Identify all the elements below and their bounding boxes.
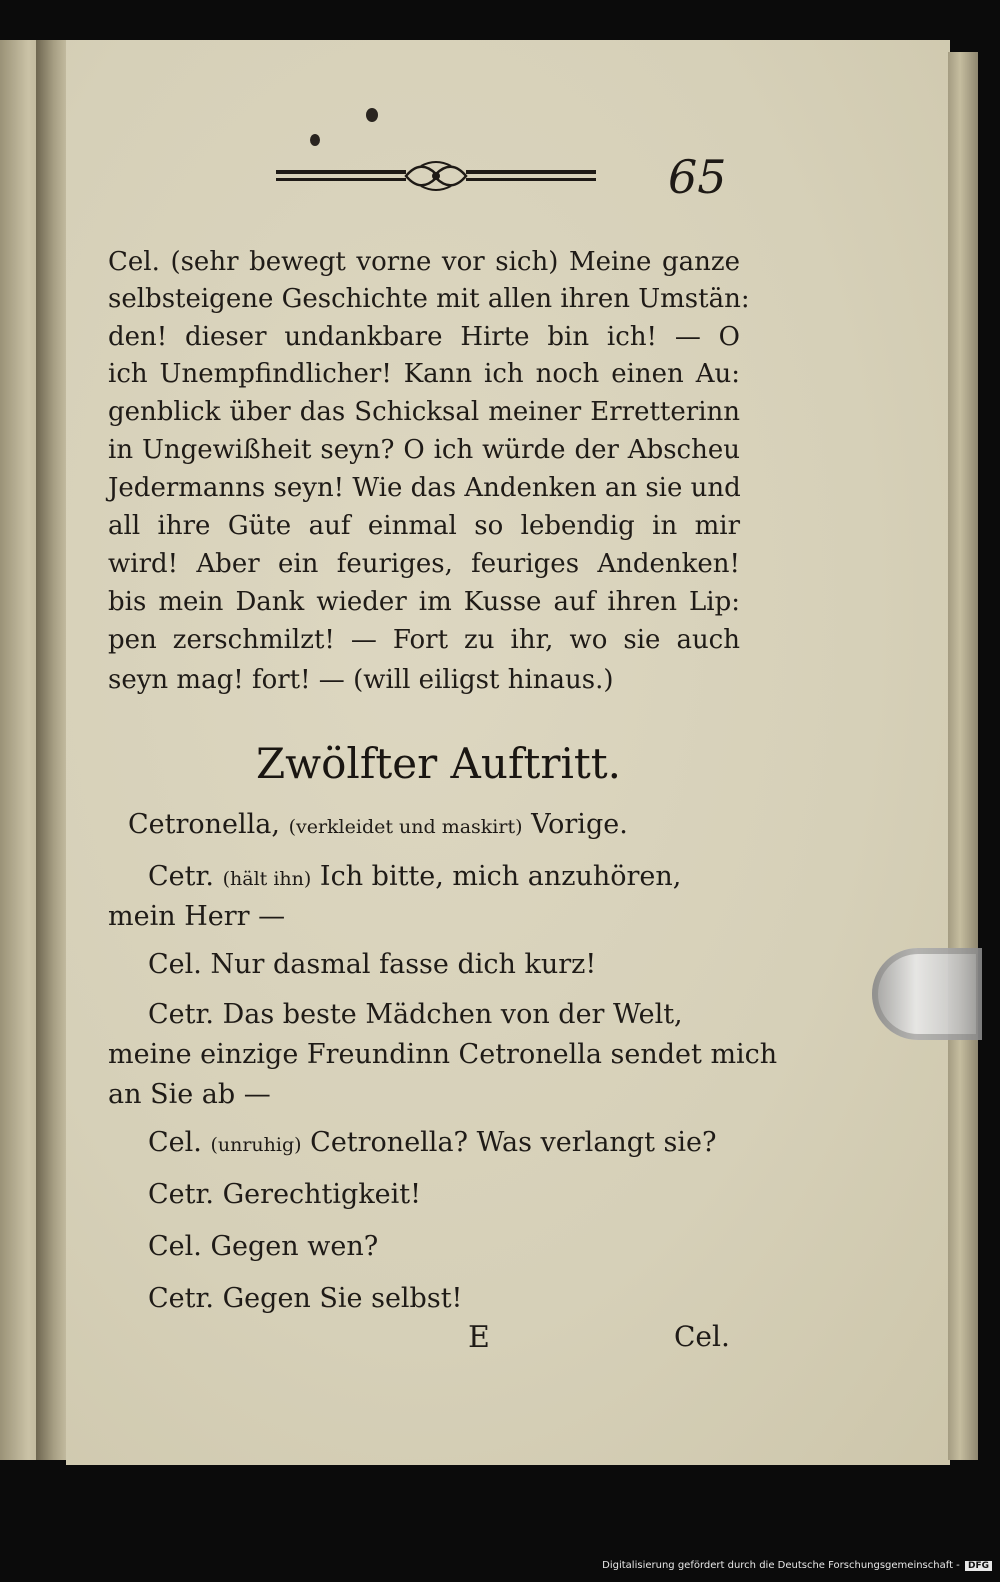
speech: mein Herr — <box>108 901 286 932</box>
digitization-footer <box>602 1560 992 1571</box>
dialogue-line <box>148 1176 421 1214</box>
speech: Gegen Sie selbst! <box>222 1283 463 1314</box>
stage-direction: (unruhig) <box>210 1134 302 1156</box>
stage-direction: (hält ihn) <box>222 868 312 890</box>
dialogue-line <box>148 946 596 984</box>
text-line: Cel. (sehr bewegt vorne vor sich) Meine ganze <box>108 247 740 277</box>
page-clip <box>872 948 982 1040</box>
dialogue-line <box>148 1280 462 1318</box>
dialogue-line <box>148 1228 378 1266</box>
speaker: Cetr. <box>148 1283 215 1314</box>
header-ornament-icon <box>276 158 596 194</box>
speech: Gerechtigkeit! <box>222 1179 421 1210</box>
dialogue-line <box>148 996 683 1034</box>
stage-direction: (verkleidet und maskirt) <box>288 816 523 838</box>
cast-rest: Vorige. <box>531 809 628 840</box>
footer-text: Digitalisierung gefördert durch die Deutsche Forschungsgemeinschaft - <box>602 1560 960 1571</box>
dialogue-line <box>108 898 285 936</box>
ink-spot <box>366 108 378 122</box>
text-line: seyn mag! fort! — (will eiligst hinaus.) <box>108 665 614 695</box>
dialogue-line <box>108 1036 777 1074</box>
speech: Ich bitte, mich anzuhören, <box>319 861 682 892</box>
text-line: pen zerschmilzt! — Fort zu ihr, wo sie auch <box>108 625 740 655</box>
scene-heading: Zwölfter Auftritt. <box>256 739 621 788</box>
cast-name: Cetronella, <box>128 809 280 840</box>
dialogue-line <box>148 858 681 898</box>
speaker: Cetr. <box>148 861 215 892</box>
speech: an Sie ab — <box>108 1079 271 1110</box>
text-line: den! dieser undankbare Hirte bin ich! — O <box>108 322 740 352</box>
cast-line <box>128 806 628 846</box>
text-line: bis mein Dank wieder im Kusse auf ihren Lip: <box>108 587 740 617</box>
speech: Nur dasmal fasse dich kurz! <box>210 949 597 980</box>
text-line: Jedermanns seyn! Wie das Andenken an sie und <box>108 473 741 503</box>
text-line: all ihre Güte auf einmal so lebendig in mir <box>108 511 740 541</box>
dialogue-line <box>148 1124 716 1164</box>
page-stack-edge <box>948 52 978 1460</box>
speech: Cetronella? Was verlangt sie? <box>310 1127 717 1158</box>
signature-mark: E <box>468 1320 490 1355</box>
speech: Gegen wen? <box>210 1231 379 1262</box>
page-number: 65 <box>668 150 727 204</box>
speaker: Cel. <box>148 1127 202 1158</box>
speaker: Cel. <box>148 1231 202 1262</box>
speaker: Cetr. <box>148 1179 215 1210</box>
speech: meine einzige Freundinn Cetronella sendet mich <box>108 1039 778 1070</box>
dialogue-line <box>108 1076 271 1114</box>
speech: Das beste Mädchen von der Welt, <box>222 999 683 1030</box>
catchword: Cel. <box>674 1320 730 1353</box>
dfg-logo: DFG <box>965 1561 992 1571</box>
speaker: Cetr. <box>148 999 215 1030</box>
speaker: Cel. <box>148 949 202 980</box>
text-line: ich Unempfindlicher! Kann ich noch einen Au: <box>108 359 740 389</box>
text-line: in Ungewißheit seyn? O ich würde der Abscheu <box>108 435 740 465</box>
text-line: genblick über das Schicksal meiner Erretterinn <box>108 397 740 427</box>
text-line: wird! Aber ein feuriges, feuriges Andenken! <box>108 549 740 579</box>
text-line: selbsteigene Geschichte mit allen ihren Umstän: <box>108 284 750 314</box>
ink-spot <box>310 134 320 146</box>
